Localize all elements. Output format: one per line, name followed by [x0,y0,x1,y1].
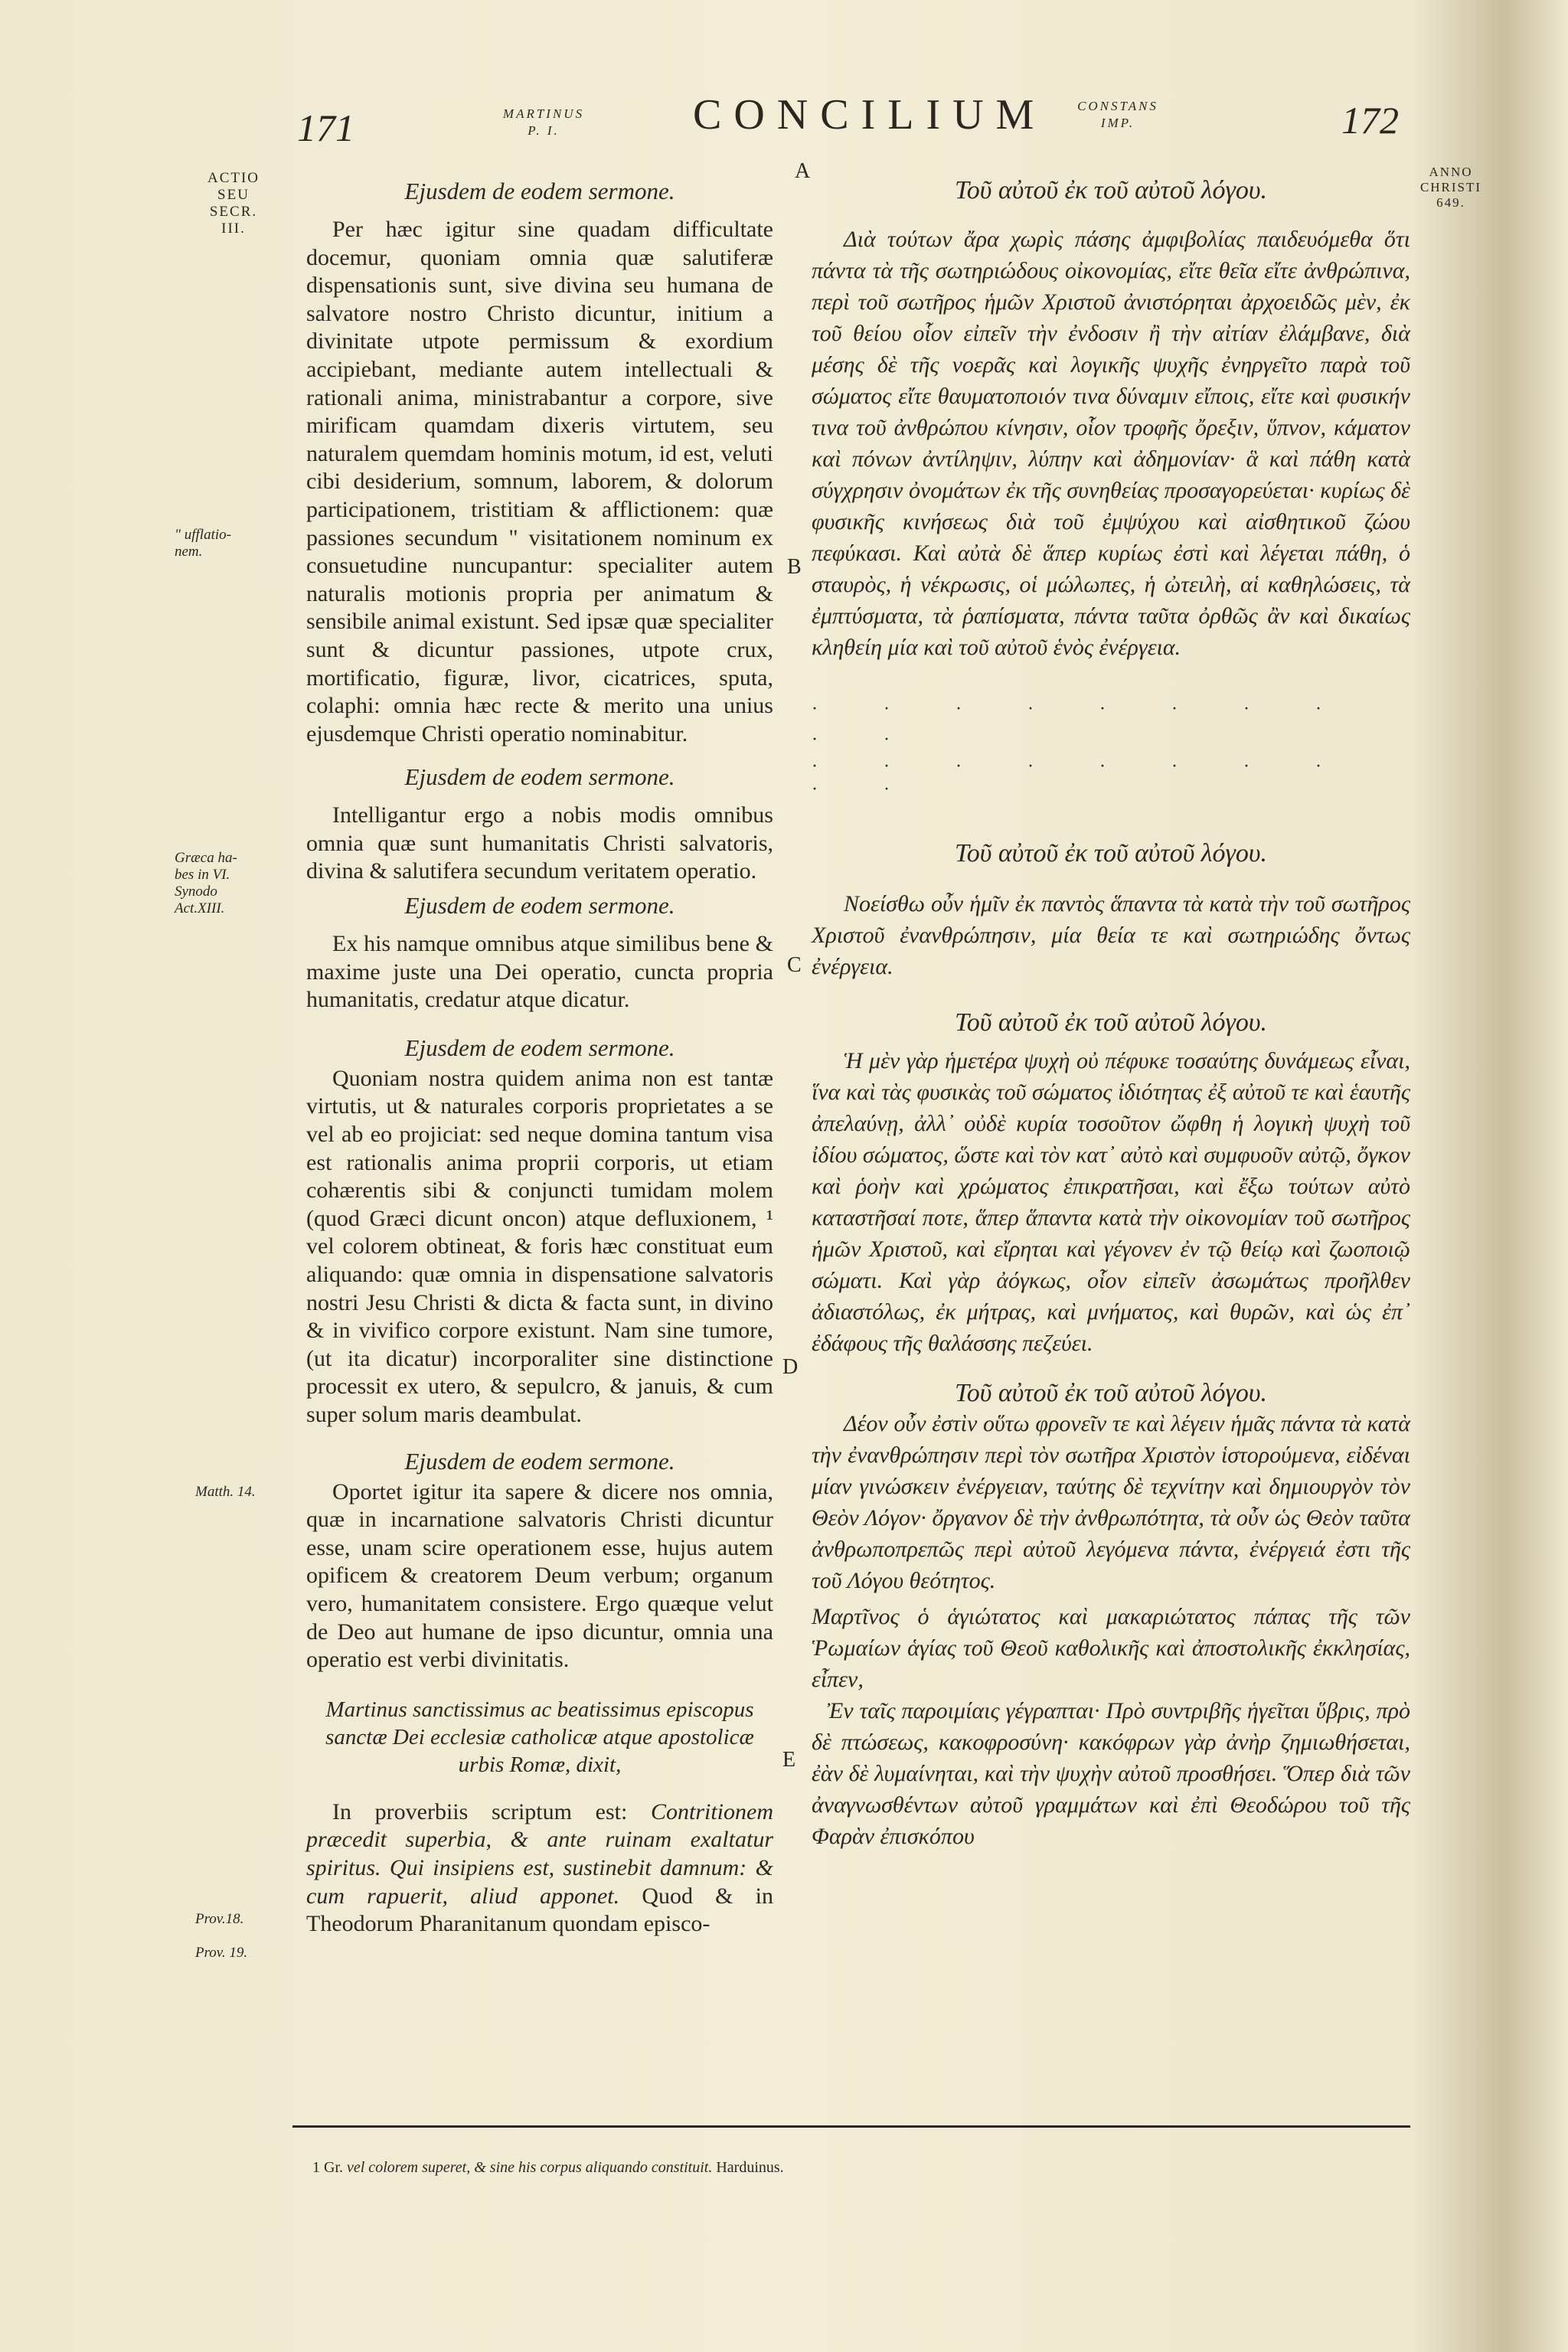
greek-paragraph-1: Διὰ τούτων ἄρα χωρὶς πάσης ἀμφιβολίας παιδευόμεθα ὅτι πάντα τὰ τῆς σωτηριώδους οἰκονομίας, εἴτε θεῖα εἴτε ἀνθρώπινα, περὶ τοῦ σωτῆρος ἡμῶν Χριστοῦ ἀνιστόρηται ἀρχοειδῶς μὲν, ἐκ τοῦ θείου οἷον εἰπεῖν τὴν ἐνδοσιν ἢ τὴν αἰτίαν ἐλάμβανε, διὰ μέσης δὲ τῆς νοερᾶς καὶ λογικῆς ψυχῆς ἐνηργεῖτο παρὰ τοῦ σώματος εἴτε θαυματοποιόν τινα δύναμιν εἴποις, εἴτε καὶ φυσικήν τινα τοῦ ἀνθρώπου κίνησιν, οἷον τροφῆς ὄρεξιν, ὕπνον, κάματον καὶ πόνων ἀντίληψιν, λύπην καὶ ἀδημονίαν· ἃ καὶ πάθη κατὰ σύγχρησιν ὀνομάτων ἐκ τῆς συνηθείας προσαγορεύεται· κυρίως δὲ φυσικῆς κινήσεως διὰ τοῦ ἐμψύχου καὶ αἰσθητικοῦ ζώου πεφύκασι. Καὶ αὐτὰ δὲ ἅπερ κυρίως ἐστὶ καὶ λέγεται πάθη, ὁ σταυρὸς, ἡ νέκρωσις, οἱ μώλωπες, ἡ ὠτειλὴ, αἱ καθηλώσεις, τὰ ἐμπτύσματα, τὰ ῥαπίσματα, πάντα ταῦτα ὀρθῶς ἂν καὶ δικαίως κληθείη μία καὶ τοῦ αὐτοῦ ἑνὸς ἐνέργεια. [812,227,1410,660]
latin-p6-part-c: Quod & in Theodorum Pharanitanum quondam episco- [306,1883,773,1937]
omission-dots-row-1: · · · · · · · · · · [812,699,1352,750]
omission-dots-row-2: · · · · · · · · · · [812,756,1352,799]
left-running-head: MARTINUS P. I. [502,106,585,138]
greek-paragraph-4: Δέον οὖν ἐστὶν οὕτω φρονεῖν τε καὶ λέγειν ἡμᾶς πάντα τὰ κατὰ τὴν ἐνανθρώπησιν περὶ τὸν σωτῆρα Χριστὸν ἱστορούμενα, εἰδέναι μίαν γινώσκειν ἐνέργειαν, ταύτης δὲ τεχνίτην καὶ δημιουργὸν τὸν Θεὸν Λόγον· ὄργανον δὲ τὴν ἀνθρωπότητα, τὰ οὖν ὡς Θεὸν ταῦτα ἀνθρωποπρεπῶς περὶ αὐτοῦ λεγόμενα πάντα, ἐνέργειά ἐστι τῆς τοῦ Λόγου θεότητος. [812,1411,1410,1593]
footnote-text: vel colorem superet, & sine his corpus aliquando constituit. [347,2159,713,2176]
graeca-margin-note: Græca ha- bes in VI. Synodo Act.XIII. [175,850,237,916]
latin-heading-1: Ejusdem de eodem sermone. [404,178,675,204]
prov18-reference: Prov.18. [195,1911,244,1927]
footnote [312,2159,1384,2177]
section-letter-d: D [782,1355,799,1379]
greek-heading-2: Τοῦ αὐτοῦ ἐκ τοῦ αὐτοῦ λόγου. [954,839,1268,867]
greek-heading-5: Μαρτῖνος ὁ ἁγιώτατος καὶ μακαριώτατος πάπας τῆς τῶν Ῥωμαίων ἁγίας τοῦ Θεοῦ καθολικῆς καὶ ἀποστολικῆς ἐκκλησίας, εἶπεν, [812,1604,1410,1692]
right-page-number: 172 [1341,99,1399,142]
greek-paragraph-3: Ἡ μὲν γὰρ ἡμετέρα ψυχὴ οὐ πέφυκε τοσαύτης δυνάμεως εἶναι, ἵνα καὶ τὰς φυσικὰς τοῦ σώματος ἰδιότητας ἐξ αὐτοῦ τε καὶ ἑαυτῆς ἀπελαύνῃ, ἀλλ᾽ οὐδὲ κυρία τοσοῦτον ὤφθη ἡ λογικὴ ψυχὴ τοῦ ἰδίου σώματος, ὥστε καὶ τὸν κατ᾽ αὐτὸ καὶ συμφυοῦν αὐτῷ, ὄγκον καὶ ῥοὴν καὶ χρώματος ἐπικρατῆσαι, καὶ ἔξω τούτων αὐτὸ καταστῆσαί ποτε, ἅπερ ἅπαντα κατὰ τὴν οἰκονομίαν τοῦ σωτῆρος ἡμῶν Χριστοῦ, καὶ εἴρηται καὶ γέγονεν ἐν τῷ θείῳ καὶ ζωοποιῷ σώματι. Καὶ γὰρ ἀόγκως, οἷον εἰπεῖν ἀσωμάτως προῆλθεν ἀδιαστόλως, ἐκ μήτρας, καὶ μνήματος, καὶ θυρῶν, καὶ ὡς ἐπ᾽ ἐδάφους τῆς θαλάσσης πεζεύει. [812,1048,1410,1356]
latin-p6-part-a: In proverbiis scriptum est: [332,1798,651,1824]
greek-paragraph-5: Ἐν ταῖς παροιμίαις γέγραπται· Πρὸ συντριβῆς ἡγεῖται ὕβρις, πρὸ δὲ πτώσεως, κακοφροσύνη· κακόφρων γὰρ ἀνὴρ ζημιωθήσεται, ἐὰν δὲ λυμαίνηται, καὶ τὴν ψυχὴν αὐτοῦ προσθήσει. Ὅπερ διὰ τῶν ἀναγνωσθέντων αὐτοῦ γραμμάτων καὶ ἐπὶ Θεοδώρου τοῦ τῆς Φαρὰν ἐπισκόπου [812,1698,1410,1849]
latin-paragraph-1: Per hæc igitur sine quadam difficultate docemur, quoniam omnia quæ salutiferæ dispensationis sunt, sive divina seu humana de salvatore nostro Christo dicuntur, initium a divinitate utpote permissum & exordium accipiebant, mediante autem intellectuali & rationali anima, ministrabantur a corpore, sive mirificam quamdam dixeris virtutem, seu naturalem quemdam hominis motum, id est, veluti cibi desiderium, somnum, laborem, & dolorum participationem, tristitiam & afflictionem: quæ passiones secundum " visitationem nominum ex consuetudine nuncupantur: specialiter autem naturalis motionis propria per animatum & sensibile animal existunt. Sed ipsæ quæ specialiter sunt & dicuntur passiones, utpote crux, mortificatio, figuræ, livor, cicatrices, sputa, colaphi: omnia hæc recte & merito una unius ejusdemque Christi operatio nominabitur. [306,217,773,746]
right-running-head: CONSTANS IMP. [1077,99,1158,130]
anno-margin-note: ANNO CHRISTI 649. [1419,165,1482,210]
page-title: CONCILIUM [693,91,1047,139]
footnote-rule [292,2125,1410,2128]
latin-heading-4: Ejusdem de eodem sermone. [404,1034,675,1061]
footnote-author: Harduinus. [712,2159,784,2176]
latin-paragraph-5: Oportet igitur ita sapere & dicere nos omnia, quæ in incarnatione salvatoris Christi dicuntur esse, unam scire operationem esse, hujus autem opificem & creatorem Deum verbum; organum vero, humanitatem consistere. Ergo quæque velut de Deo aut humane de ipso dicuntur, omnia una operatio est verbi divinitatis. [306,1478,773,1673]
section-letter-b: B [787,555,802,579]
greek-heading-4: Τοῦ αὐτοῦ ἐκ τοῦ αὐτοῦ λόγου. [954,1379,1268,1407]
latin-paragraph-6 [306,1798,773,1939]
latin-column [306,178,773,1939]
greek-heading-1: Τοῦ αὐτοῦ ἐκ τοῦ αὐτοῦ λόγου. [954,176,1268,204]
latin-heading-3: Ejusdem de eodem sermone. [404,892,675,920]
prov19-reference: Prov. 19. [195,1945,248,1961]
actio-margin-note: ACTIO SEU SECR. III. [207,170,260,237]
greek-column [812,176,1410,1852]
latin-paragraph-4: Quoniam nostra quidem anima non est tantæ virtutis, ut & naturales corporis proprietates a se vel ab eo projiciat: sed neque domina tantum visa est rationalis anima proprii corporis, ut etiam cohærentis sibi & conjuncti tumidam molem (quod Græci dicunt oncon) atque defluxionem, ¹ vel colorem obtineat, & foris hæc constituat eum aliquando: quæ omnia in dispensatione salvatoris nostri Jesu Christi & dicta & facta sunt, in divino & in vivifico corpore existunt. Nam sine tumore, (ut ita dicatur) incorporaliter sine distinctione processit ex utero, & sepulcro, & januis, & cum super solum maris deambulat. [306,1065,773,1427]
section-letter-c: C [787,953,802,977]
footnote-number: 1 Gr. [312,2159,347,2176]
section-letter-e: E [782,1748,796,1772]
greek-paragraph-2: Νοείσθω οὖν ἡμῖν ἐκ παντὸς ἅπαντα τὰ κατὰ τὴν τοῦ σωτῆρος Χριστοῦ ἐνανθρώπησιν, μία θεία τε καὶ σωτηριώδης ὄντως ἐνέργεια. [812,891,1410,979]
left-page-number: 171 [297,106,354,149]
ufflatio-margin-note: " ufflatio- nem. [175,527,231,560]
latin-paragraph-3: Ex his namque omnibus atque similibus bene & maxime juste una Dei operatio, cuncta propria humanitatis, credatur atque dicatur. [306,931,773,1013]
matth-reference: Matth. 14. [195,1484,256,1500]
latin-heading-6: Martinus sanctissimus ac beatissimus episcopus sanctæ Dei ecclesiæ catholicæ atque apostolicæ urbis Romæ, dixit, [325,1697,754,1777]
section-letter-a: A [795,159,811,183]
latin-paragraph-2: Intelligantur ergo a nobis modis omnibus omnia quæ sunt humanitatis Christi salvatoris, divina & salutifera secundum veritatem operatio. [306,802,773,884]
latin-heading-2: Ejusdem de eodem sermone. [404,763,675,791]
latin-heading-5: Ejusdem de eodem sermone. [404,1447,675,1475]
latin-p6-quotation: Contritionem præcedit superbia, & ante ruinam exaltatur spiritus. Qui insipiens est, sustinebit damnum: & cum rapuerit, aliud apponet. [306,1798,773,1909]
greek-heading-3: Τοῦ αὐτοῦ ἐκ τοῦ αὐτοῦ λόγου. [954,1008,1268,1037]
